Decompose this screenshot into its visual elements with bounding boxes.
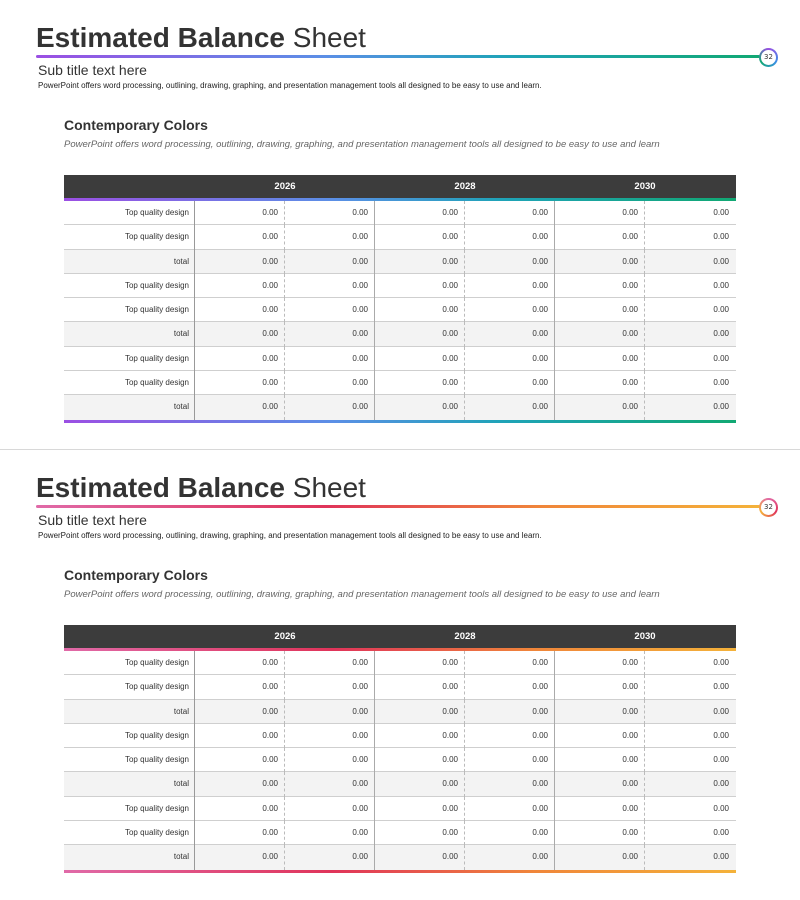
value-cell: 0.00 <box>465 274 555 298</box>
table-row <box>64 797 736 821</box>
value-cell: 0.00 <box>375 250 465 274</box>
value-cell: 0.00 <box>285 675 375 699</box>
value-cell: 0.00 <box>195 748 285 772</box>
year-header: 2026 <box>274 181 296 192</box>
value-cell: 0.00 <box>555 225 645 249</box>
value-cell: 0.00 <box>465 298 555 322</box>
value-cell: 0.00 <box>375 797 465 821</box>
value-cell: 0.00 <box>195 651 285 675</box>
title-light: Sheet <box>292 472 366 503</box>
value-cell: 0.00 <box>555 298 645 322</box>
value-cell: 0.00 <box>285 651 375 675</box>
row-label: total <box>64 322 195 346</box>
value-cell: 0.00 <box>465 347 555 371</box>
table-row <box>64 225 736 249</box>
value-cell: 0.00 <box>713 378 729 388</box>
row-label: Top quality design <box>64 347 195 371</box>
value-cell: 0.00 <box>465 675 555 699</box>
value-cell: 0.00 <box>285 371 375 395</box>
value-cell: 0.00 <box>285 821 375 845</box>
value-cell: 0.00 <box>555 347 645 371</box>
value-cell: 0.00 <box>555 250 645 274</box>
row-label: Top quality design <box>64 298 195 322</box>
value-cell: 0.00 <box>465 322 555 346</box>
value-cell: 0.00 <box>375 395 465 419</box>
table-body <box>64 201 736 420</box>
value-cell: 0.00 <box>195 700 285 724</box>
year-header: 2028 <box>454 181 476 192</box>
value-cell: 0.00 <box>375 225 465 249</box>
value-cell: 0.00 <box>713 232 729 242</box>
value-cell: 0.00 <box>465 651 555 675</box>
value-cell: 0.00 <box>375 371 465 395</box>
value-cell: 0.00 <box>555 274 645 298</box>
year-header: 2030 <box>634 181 656 192</box>
value-cell: 0.00 <box>465 225 555 249</box>
title-rule <box>36 55 760 58</box>
row-label: Top quality design <box>64 371 195 395</box>
value-cell: 0.00 <box>195 772 285 796</box>
value-cell: 0.00 <box>375 298 465 322</box>
value-cell: 0.00 <box>555 395 645 419</box>
value-cell: 0.00 <box>285 225 375 249</box>
table-row <box>64 371 736 395</box>
value-cell: 0.00 <box>375 274 465 298</box>
table-row <box>64 298 736 322</box>
value-cell: 0.00 <box>285 322 375 346</box>
row-label: Top quality design <box>64 225 195 249</box>
value-cell: 0.00 <box>555 797 645 821</box>
balance-table <box>64 175 736 423</box>
value-cell: 0.00 <box>465 395 555 419</box>
title-bold: Estimated Balance <box>36 22 285 53</box>
value-cell: 0.00 <box>375 347 465 371</box>
value-cell: 0.00 <box>195 675 285 699</box>
section-heading: Contemporary Colors <box>64 117 208 133</box>
slide-title <box>36 21 366 55</box>
row-label: Top quality design <box>64 724 195 748</box>
value-cell: 0.00 <box>285 298 375 322</box>
table-row <box>64 821 736 845</box>
slide-title <box>36 471 366 505</box>
value-cell: 0.00 <box>555 821 645 845</box>
value-cell: 0.00 <box>713 730 729 740</box>
row-label: total <box>64 772 195 796</box>
value-cell: 0.00 <box>713 852 729 862</box>
value-cell: 0.00 <box>555 322 645 346</box>
value-cell: 0.00 <box>375 700 465 724</box>
value-cell: 0.00 <box>555 748 645 772</box>
value-cell: 0.00 <box>285 797 375 821</box>
value-cell: 0.00 <box>195 250 285 274</box>
value-cell: 0.00 <box>195 322 285 346</box>
slide-2 <box>0 450 800 900</box>
value-cell: 0.00 <box>713 755 729 765</box>
value-cell: 0.00 <box>195 395 285 419</box>
value-cell: 0.00 <box>285 845 375 869</box>
value-cell: 0.00 <box>465 371 555 395</box>
row-label: Top quality design <box>64 797 195 821</box>
value-cell: 0.00 <box>375 651 465 675</box>
value-cell: 0.00 <box>285 748 375 772</box>
value-cell: 0.00 <box>375 821 465 845</box>
value-cell: 0.00 <box>713 329 729 339</box>
table-bottom-rule <box>64 420 736 423</box>
page-number: 32 <box>761 500 776 515</box>
value-cell: 0.00 <box>555 772 645 796</box>
subtitle: Sub title text here <box>38 512 147 528</box>
value-cell: 0.00 <box>713 353 729 363</box>
table-row <box>64 250 736 274</box>
value-cell: 0.00 <box>285 250 375 274</box>
intro-text: PowerPoint offers word processing, outlining, drawing, graphing, and presentation management tools all designed to be easy to use and learn. <box>38 81 542 90</box>
value-cell: 0.00 <box>375 724 465 748</box>
table-body <box>64 651 736 870</box>
table-row <box>64 347 736 371</box>
value-cell: 0.00 <box>285 395 375 419</box>
title-rule <box>36 505 760 508</box>
value-cell: 0.00 <box>195 821 285 845</box>
balance-table <box>64 625 736 873</box>
value-cell: 0.00 <box>465 201 555 225</box>
section-description: PowerPoint offers word processing, outlining, drawing, graphing, and presentation management tools all designed to be easy to use and learn <box>64 589 660 600</box>
value-cell: 0.00 <box>465 724 555 748</box>
table-row <box>64 675 736 699</box>
value-cell: 0.00 <box>465 250 555 274</box>
value-cell: 0.00 <box>465 797 555 821</box>
value-cell: 0.00 <box>195 274 285 298</box>
value-cell: 0.00 <box>285 201 375 225</box>
value-cell: 0.00 <box>285 772 375 796</box>
value-cell: 0.00 <box>555 700 645 724</box>
value-cell: 0.00 <box>713 402 729 412</box>
year-header: 2028 <box>454 631 476 642</box>
value-cell: 0.00 <box>713 803 729 813</box>
value-cell: 0.00 <box>375 675 465 699</box>
value-cell: 0.00 <box>375 845 465 869</box>
value-cell: 0.00 <box>285 724 375 748</box>
page-number-badge <box>759 498 778 517</box>
value-cell: 0.00 <box>375 201 465 225</box>
value-cell: 0.00 <box>713 280 729 290</box>
table-row <box>64 201 736 225</box>
year-header: 2030 <box>634 631 656 642</box>
value-cell: 0.00 <box>555 201 645 225</box>
value-cell: 0.00 <box>555 675 645 699</box>
value-cell: 0.00 <box>195 371 285 395</box>
table-row <box>64 700 736 724</box>
section-description: PowerPoint offers word processing, outlining, drawing, graphing, and presentation management tools all designed to be easy to use and learn <box>64 139 660 150</box>
value-cell: 0.00 <box>713 828 729 838</box>
value-cell: 0.00 <box>555 371 645 395</box>
value-cell: 0.00 <box>195 845 285 869</box>
value-cell: 0.00 <box>195 298 285 322</box>
table-row <box>64 322 736 346</box>
row-label: total <box>64 700 195 724</box>
value-cell: 0.00 <box>375 772 465 796</box>
row-label: Top quality design <box>64 748 195 772</box>
value-cell: 0.00 <box>195 225 285 249</box>
table-header <box>64 175 736 198</box>
section-heading: Contemporary Colors <box>64 567 208 583</box>
table-row <box>64 845 736 869</box>
value-cell: 0.00 <box>465 748 555 772</box>
value-cell: 0.00 <box>195 797 285 821</box>
value-cell: 0.00 <box>713 208 729 217</box>
row-label: total <box>64 845 195 869</box>
row-label: Top quality design <box>64 651 195 675</box>
title-light: Sheet <box>292 22 366 53</box>
row-label: Top quality design <box>64 274 195 298</box>
table-header <box>64 625 736 648</box>
row-label: Top quality design <box>64 675 195 699</box>
row-label: total <box>64 395 195 419</box>
row-label: Top quality design <box>64 201 195 225</box>
value-cell: 0.00 <box>375 322 465 346</box>
value-cell: 0.00 <box>713 305 729 315</box>
value-cell: 0.00 <box>375 748 465 772</box>
table-row <box>64 772 736 796</box>
value-cell: 0.00 <box>465 772 555 796</box>
value-cell: 0.00 <box>713 256 729 266</box>
title-bold: Estimated Balance <box>36 472 285 503</box>
year-header: 2026 <box>274 631 296 642</box>
value-cell: 0.00 <box>555 724 645 748</box>
table-row <box>64 395 736 419</box>
value-cell: 0.00 <box>713 779 729 789</box>
value-cell: 0.00 <box>285 700 375 724</box>
value-cell: 0.00 <box>285 274 375 298</box>
intro-text: PowerPoint offers word processing, outlining, drawing, graphing, and presentation management tools all designed to be easy to use and learn. <box>38 531 542 540</box>
value-cell: 0.00 <box>465 700 555 724</box>
table-row <box>64 651 736 675</box>
table-bottom-rule <box>64 870 736 873</box>
value-cell: 0.00 <box>195 724 285 748</box>
value-cell: 0.00 <box>465 821 555 845</box>
value-cell: 0.00 <box>465 845 555 869</box>
page-number-badge <box>759 48 778 67</box>
value-cell: 0.00 <box>555 845 645 869</box>
subtitle: Sub title text here <box>38 62 147 78</box>
value-cell: 0.00 <box>285 347 375 371</box>
value-cell: 0.00 <box>713 658 729 667</box>
table-row <box>64 748 736 772</box>
row-label: Top quality design <box>64 821 195 845</box>
value-cell: 0.00 <box>195 347 285 371</box>
table-row <box>64 724 736 748</box>
value-cell: 0.00 <box>713 682 729 692</box>
value-cell: 0.00 <box>555 651 645 675</box>
value-cell: 0.00 <box>195 201 285 225</box>
row-label: total <box>64 250 195 274</box>
table-row <box>64 274 736 298</box>
page-number: 32 <box>761 50 776 65</box>
value-cell: 0.00 <box>713 706 729 716</box>
